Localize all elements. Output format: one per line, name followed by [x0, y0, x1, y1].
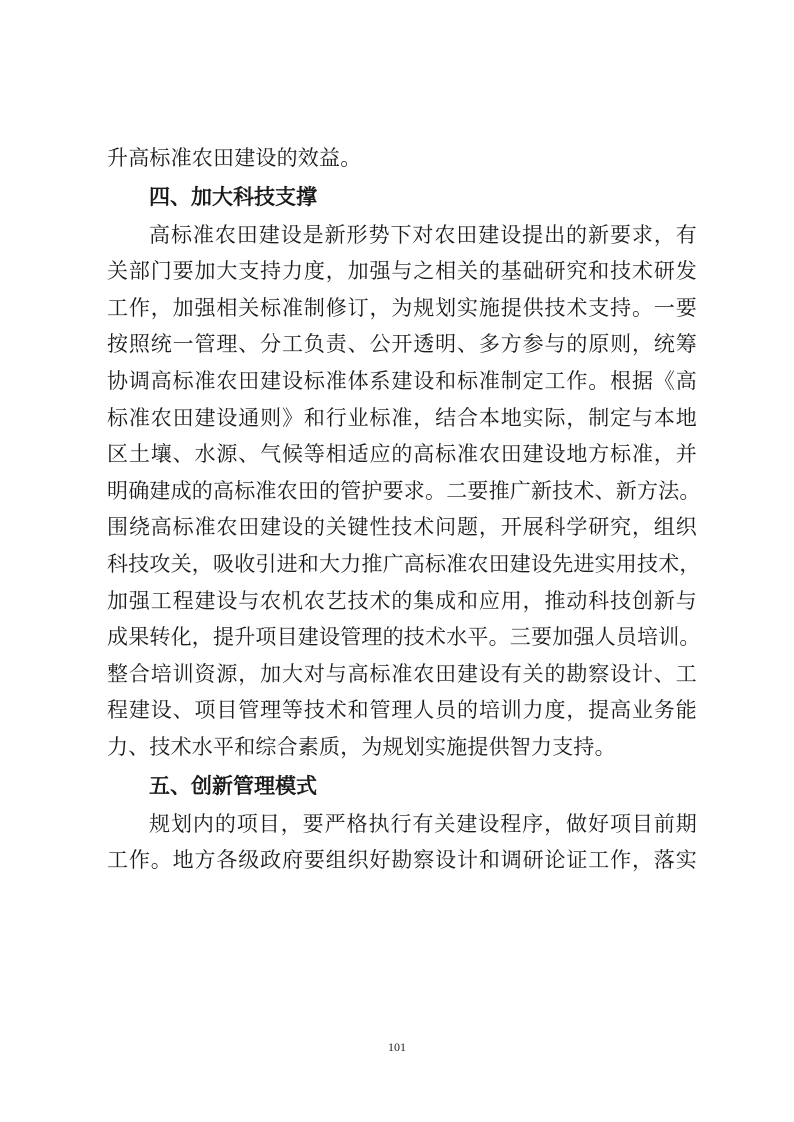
text-line: 规划内的项目，要严格执行有关建设程序，做好项目前期 — [149, 811, 697, 836]
text-line: 程建设、项目管理等技术和管理人员的培训力度，提高业务能 — [107, 698, 697, 723]
text-line: 加强工程建设与农机农艺技术的集成和应用，推动科技创新与 — [107, 588, 697, 613]
text-line: 成果转化，提升项目建设管理的技术水平。三要加强人员培训。 — [107, 625, 701, 650]
text-line: 工作。地方各级政府要组织好勘察设计和调研论证工作，落实 — [107, 848, 697, 873]
text-line: 区土壤、水源、气候等相适应的高标准农田建设地方标准，并 — [107, 442, 697, 467]
paragraph-continuation: 升高标准农田建设的效益。 — [107, 146, 362, 170]
text-line: 科技攻关，吸收引进和大力推广高标准农田建设先进实用技术， — [107, 551, 701, 576]
text-line: 明确建成的高标准农田的管护要求。二要推广新技术、新方法。 — [107, 478, 701, 503]
text-line: 高标准农田建设是新形势下对农田建设提出的新要求，有 — [149, 222, 697, 247]
text-line: 力、技术水平和综合素质，为规划实施提供智力支持。 — [107, 734, 616, 759]
section-heading-4: 四、加大科技支撑 — [149, 184, 317, 209]
text-line: 关部门要加大支持力度，加强与之相关的基础研究和技术研发 — [107, 259, 697, 284]
document-body — [107, 140, 701, 879]
paragraph-section-4 — [107, 217, 701, 766]
text-line: 按照统一管理、分工负责、公开透明、多方参与的原则，统筹 — [107, 332, 697, 357]
section-heading-5: 五、创新管理模式 — [149, 773, 317, 798]
text-line: 整合培训资源，加大对与高标准农田建设有关的勘察设计、工 — [107, 661, 697, 686]
page-number: 101 — [388, 1040, 406, 1054]
paragraph-section-5 — [107, 806, 697, 879]
text-line: 协调高标准农田建设标准体系建设和标准制定工作。根据《高 — [107, 368, 697, 393]
text-line: 标准农田建设通则》和行业标准，结合本地实际，制定与本地 — [107, 405, 697, 430]
text-line: 围绕高标准农田建设的关键性技术问题，开展科学研究，组织 — [107, 515, 697, 540]
text-line: 工作，加强相关标准制修订，为规划实施提供技术支持。一要 — [107, 295, 697, 320]
